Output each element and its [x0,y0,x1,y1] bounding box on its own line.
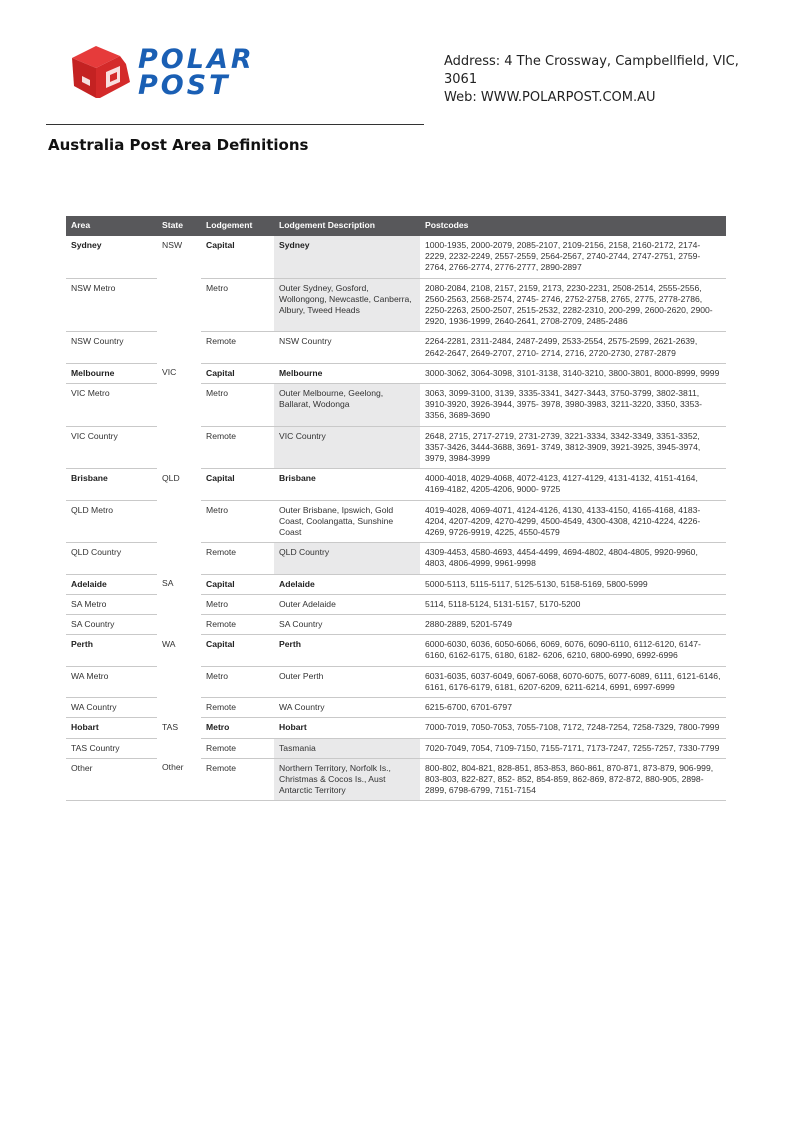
lodgement-cell: Capital [201,363,274,383]
description-cell: Outer Melbourne, Geelong, Ballarat, Wodonga [274,384,420,427]
lodgement-cell: Capital [201,574,274,594]
lodgement-cell: Remote [201,738,274,758]
postcodes-cell: 5000-5113, 5115-5117, 5125-5130, 5158-5169, 5800-5999 [420,574,726,594]
brand-line-2: POST [138,70,231,101]
postcodes-cell: 1000-1935, 2000-2079, 2085-2107, 2109-2156, 2158, 2160-2172, 2174-2229, 2232-2249, 2557-2559, 2564-2567, 2740-2744, 2747-2751, 2759-2764, 2766-2774, 2776-2777, 2890-2897 [420,236,726,278]
description-cell: Tasmania [274,738,420,758]
state-cell: SA [162,578,174,589]
description-cell: Outer Adelaide [274,594,420,614]
postcodes-cell: 2648, 2715, 2717-2719, 2731-2739, 3221-3334, 3342-3349, 3351-3352, 3357-3426, 3444-3688, 3691- 3749, 3812-3909, 3921-3925, 3945-3974, 3979, 3984-3999 [420,426,726,469]
postcodes-cell: 2264-2281, 2311-2484, 2487-2499, 2533-2554, 2575-2599, 2621-2639, 2642-2647, 2649-2707, 2710- 2714, 2716, 2720-2730, 2787-2879 [420,332,726,363]
header-lodgement-description: Lodgement Description [274,216,420,236]
area-cell: Melbourne [66,363,157,383]
postcodes-cell: 7020-7049, 7054, 7109-7150, 7155-7171, 7173-7247, 7255-7257, 7330-7799 [420,738,726,758]
state-cell: Other [157,758,201,801]
area-cell: NSW Metro [66,278,157,332]
description-cell: Outer Brisbane, Ipswich, Gold Coast, Coolangatta, Sunshine Coast [274,500,420,543]
postcodes-cell: 4019-4028, 4069-4071, 4124-4126, 4130, 4133-4150, 4165-4168, 4183-4204, 4207-4209, 4270-4299, 4500-4549, 4300-4308, 4210-4224, 4226-4269, 9726-9919, 4225, 4550-4579 [420,500,726,543]
state-cell: QLD [162,472,180,483]
description-cell: Brisbane [274,469,420,500]
area-cell: QLD Country [66,543,157,574]
postcodes-cell: 4309-4453, 4580-4693, 4454-4499, 4694-4802, 4804-4805, 9920-9960, 4803, 4806-4999, 9961-9998 [420,543,726,574]
table-row [66,635,726,666]
area-cell: TAS Country [66,738,157,758]
description-cell: SA Country [274,615,420,635]
lodgement-cell: Metro [201,384,274,427]
area-definitions-table [66,216,726,801]
postcodes-cell: 3000-3062, 3064-3098, 3101-3138, 3140-3210, 3800-3801, 8000-8999, 9999 [420,363,726,383]
description-cell: VIC Country [274,426,420,469]
table-row [66,718,726,738]
table-row [66,236,726,278]
postcodes-cell: 7000-7019, 7050-7053, 7055-7108, 7172, 7248-7254, 7258-7329, 7800-7999 [420,718,726,738]
lodgement-cell: Remote [201,426,274,469]
area-cell: Brisbane [66,469,157,500]
description-cell: NSW Country [274,332,420,363]
table-row [66,469,726,500]
lodgement-cell: Remote [201,758,274,801]
description-cell: Adelaide [274,574,420,594]
table-header-row [66,216,726,236]
description-cell: Perth [274,635,420,666]
address-line-1: Address: 4 The Crossway, Campbellfield, VIC, [444,54,739,69]
lodgement-cell: Capital [201,236,274,278]
header-divider [46,124,424,125]
state-cell: TAS [162,721,179,732]
lodgement-cell: Capital [201,469,274,500]
area-cell: WA Metro [66,666,157,697]
table-row [66,363,726,383]
lodgement-cell: Remote [201,698,274,718]
header-postcodes: Postcodes [420,216,726,236]
header-lodgement: Lodgement [201,216,274,236]
postcodes-cell: 2880-2889, 5201-5749 [420,615,726,635]
lodgement-cell: Metro [201,500,274,543]
postcodes-cell: 6215-6700, 6701-6797 [420,698,726,718]
lodgement-cell: Capital [201,635,274,666]
page-title: Australia Post Area Definitions [48,136,309,154]
area-cell: WA Country [66,698,157,718]
address-line-2: 3061 [444,72,478,87]
postcodes-cell: 4000-4018, 4029-4068, 4072-4123, 4127-4129, 4131-4132, 4151-4164, 4169-4182, 4205-4206, 9000- 9725 [420,469,726,500]
header-area: Area [66,216,157,236]
area-cell: VIC Country [66,426,157,469]
area-cell: SA Country [66,615,157,635]
lodgement-cell: Remote [201,615,274,635]
area-cell: Adelaide [66,574,157,594]
description-cell: Northern Territory, Norfolk Is., Christmas & Cocos Is., Aust Antarctic Territory [274,758,420,801]
company-address [444,53,742,107]
description-cell: Hobart [274,718,420,738]
lodgement-cell: Metro [201,666,274,697]
postcodes-cell: 6000-6030, 6036, 6050-6066, 6069, 6076, 6090-6110, 6112-6120, 6147-6160, 6162-6175, 6180, 6182- 6206, 6210, 6800-6990, 6992-6996 [420,635,726,666]
table-row [66,574,726,594]
website: Web: WWW.POLARPOST.COM.AU [444,90,656,105]
header-state: State [157,216,201,236]
lodgement-cell: Metro [201,594,274,614]
area-cell: Perth [66,635,157,666]
state-cell: NSW [162,240,183,250]
lodgement-cell: Metro [201,278,274,332]
description-cell: WA Country [274,698,420,718]
postcodes-cell: 5114, 5118-5124, 5131-5157, 5170-5200 [420,594,726,614]
area-cell: NSW Country [66,332,157,363]
description-cell: QLD Country [274,543,420,574]
lodgement-cell: Metro [201,718,274,738]
table-row [66,758,726,801]
lodgement-cell: Remote [201,543,274,574]
description-cell: Melbourne [274,363,420,383]
postcodes-cell: 3063, 3099-3100, 3139, 3335-3341, 3427-3443, 3750-3799, 3802-3811, 3910-3920, 3926-3944, 3975- 3978, 3980-3983, 3211-3220, 3350, 3353-3356, 3689-3690 [420,384,726,427]
description-cell: Sydney [274,236,420,278]
postcodes-cell: 2080-2084, 2108, 2157, 2159, 2173, 2230-2231, 2508-2514, 2555-2556, 2560-2563, 2568-2574, 2745- 2746, 2752-2758, 2765, 2775, 2778-2786, 2250-2263, 2500-2507, 2515-2532, 2282-2310, 200-299, 2600-2620, 2900-2920, 1936-1999, 2640-2641, 2708-2709, 2485-2486 [420,278,726,332]
area-cell: QLD Metro [66,500,157,543]
state-cell: VIC [162,367,177,378]
description-cell: Outer Sydney, Gosford, Wollongong, Newcastle, Canberra, Albury, Tweed Heads [274,278,420,332]
state-cell: WA [162,638,176,649]
lodgement-cell: Remote [201,332,274,363]
area-cell: VIC Metro [66,384,157,427]
area-cell: Sydney [66,236,157,278]
area-cell: Other [66,758,157,801]
postcodes-cell: 6031-6035, 6037-6049, 6067-6068, 6070-6075, 6077-6089, 6111, 6121-6146, 6161, 6176-6179, 6181, 6207-6209, 6211-6214, 6991, 6997-6999 [420,666,726,697]
description-cell: Outer Perth [274,666,420,697]
area-cell: SA Metro [66,594,157,614]
brand-line-1: POLAR [138,44,255,75]
postcodes-cell: 800-802, 804-821, 828-851, 853-853, 860-861, 870-871, 873-879, 906-999, 803-803, 822-827, 852- 852, 854-859, 862-869, 872-872, 880-905, 2898-2899, 6798-6799, 7151-7154 [420,758,726,801]
polar-post-logo [70,42,300,106]
area-cell: Hobart [66,718,157,738]
